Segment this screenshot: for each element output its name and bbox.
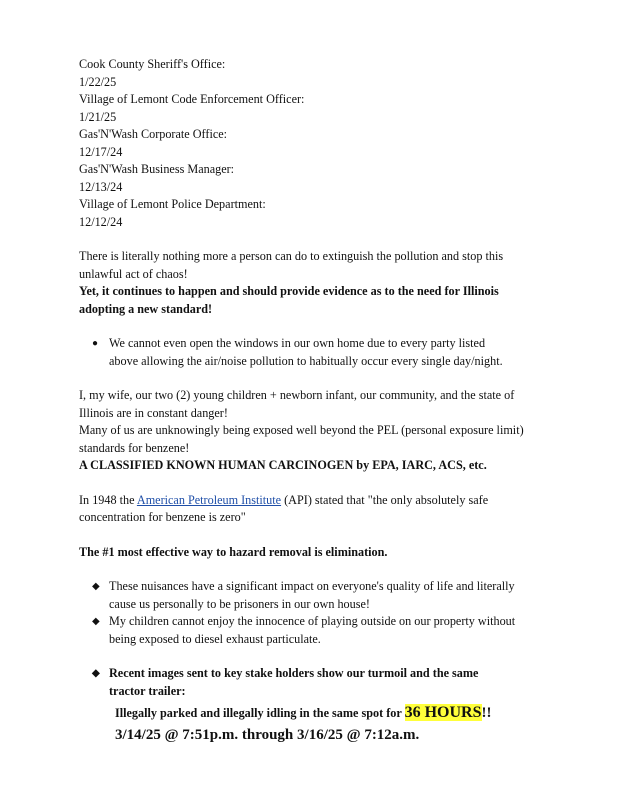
- api-link[interactable]: American Petroleum Institute: [136, 492, 282, 507]
- bullet-diamond-icon: ◆: [92, 581, 100, 592]
- bold-statement: adopting a new standard!: [79, 301, 213, 316]
- list-item-line: being exposed to diesel exhaust particulate.: [109, 631, 321, 646]
- paragraph-danger: [79, 387, 549, 475]
- paragraph-line: There is literally nothing more a person can do to extinguish the pollution and stop this: [79, 249, 504, 263]
- bullet-list-nuisances: [79, 578, 549, 648]
- list-item-line: tractor trailer:: [109, 683, 186, 698]
- bullet-list-images: [79, 665, 549, 700]
- bold-statement: A CLASSIFIED KNOWN HUMAN CARCINOGEN by EPA, IARC, ACS, etc.: [79, 458, 487, 472]
- list-item: [79, 578, 549, 613]
- contact-date: 12/17/24: [79, 144, 123, 159]
- document-body: [79, 56, 549, 744]
- text-fragment: Illegally parked and illegally idling in the same spot for: [115, 706, 405, 720]
- list-item: [79, 613, 549, 648]
- contact-date: 1/21/25: [79, 109, 117, 124]
- bold-statement: Yet, it continues to happen and should provide evidence as to the need for Illinois: [79, 284, 499, 298]
- contact-date: 1/22/25: [79, 74, 117, 89]
- bold-statement-elimination: The #1 most effective way to hazard removal is elimination.: [79, 544, 388, 559]
- highlighted-duration: 36 HOURS: [404, 704, 482, 721]
- paragraph-line: Many of us are unknowingly being exposed well beyond the PEL (personal exposure limit): [79, 423, 524, 437]
- contact-date: 12/12/24: [79, 214, 123, 229]
- paragraph-nothing-more: [79, 248, 549, 318]
- contact-list: [79, 56, 549, 231]
- date-range: 3/14/25 @ 7:51p.m. through 3/16/25 @ 7:12a.m.: [115, 726, 420, 743]
- list-item: [79, 335, 549, 370]
- list-item-line: These nuisances have a significant impact on everyone's quality of life and literally: [109, 579, 515, 593]
- paragraph-line: standards for benzene!: [79, 440, 190, 455]
- list-item-line: above allowing the air/noise pollution to habitually occur every single day/night.: [109, 353, 503, 368]
- closing-line: [115, 704, 549, 723]
- contact-date: 12/13/24: [79, 179, 123, 194]
- list-item-line: We cannot even open the windows in our own home due to every party listed: [109, 336, 486, 350]
- paragraph-line: concentration for benzene is zero": [79, 510, 246, 524]
- text-fragment: (API) stated that "the only absolutely safe: [281, 492, 489, 507]
- contact-name: Gas'N'Wash Corporate Office:: [79, 127, 228, 141]
- contact-name: Gas'N'Wash Business Manager:: [79, 162, 235, 176]
- paragraph-line: Illinois are in constant danger!: [79, 405, 228, 420]
- bullet-diamond-icon: ◆: [92, 616, 100, 627]
- list-item-line: Recent images sent to key stake holders show our turmoil and the same: [109, 666, 479, 680]
- bullet-diamond-icon: ◆: [92, 668, 100, 679]
- bullet-dot-icon: ●: [92, 338, 99, 349]
- list-item-line: My children cannot enjoy the innocence of playing outside on our property without: [109, 614, 516, 628]
- paragraph-line: unlawful act of chaos!: [79, 266, 188, 281]
- paragraph-line: [79, 492, 549, 510]
- contact-name: Cook County Sheriff's Office:: [79, 57, 226, 71]
- paragraph-line: I, my wife, our two (2) young children + newborn infant, our community, and the state of: [79, 388, 515, 402]
- bullet-list-windows: [79, 335, 549, 370]
- text-fragment: In 1948 the: [79, 492, 137, 507]
- contact-name: Village of Lemont Code Enforcement Officer:: [79, 92, 305, 106]
- contact-name: Village of Lemont Police Department:: [79, 197, 266, 211]
- paragraph-api: [79, 492, 549, 527]
- list-item: [79, 665, 549, 700]
- list-item-line: cause us personally to be prisoners in our own house!: [109, 596, 370, 611]
- exclamation: !!: [481, 705, 492, 721]
- closing-statement: [79, 704, 549, 744]
